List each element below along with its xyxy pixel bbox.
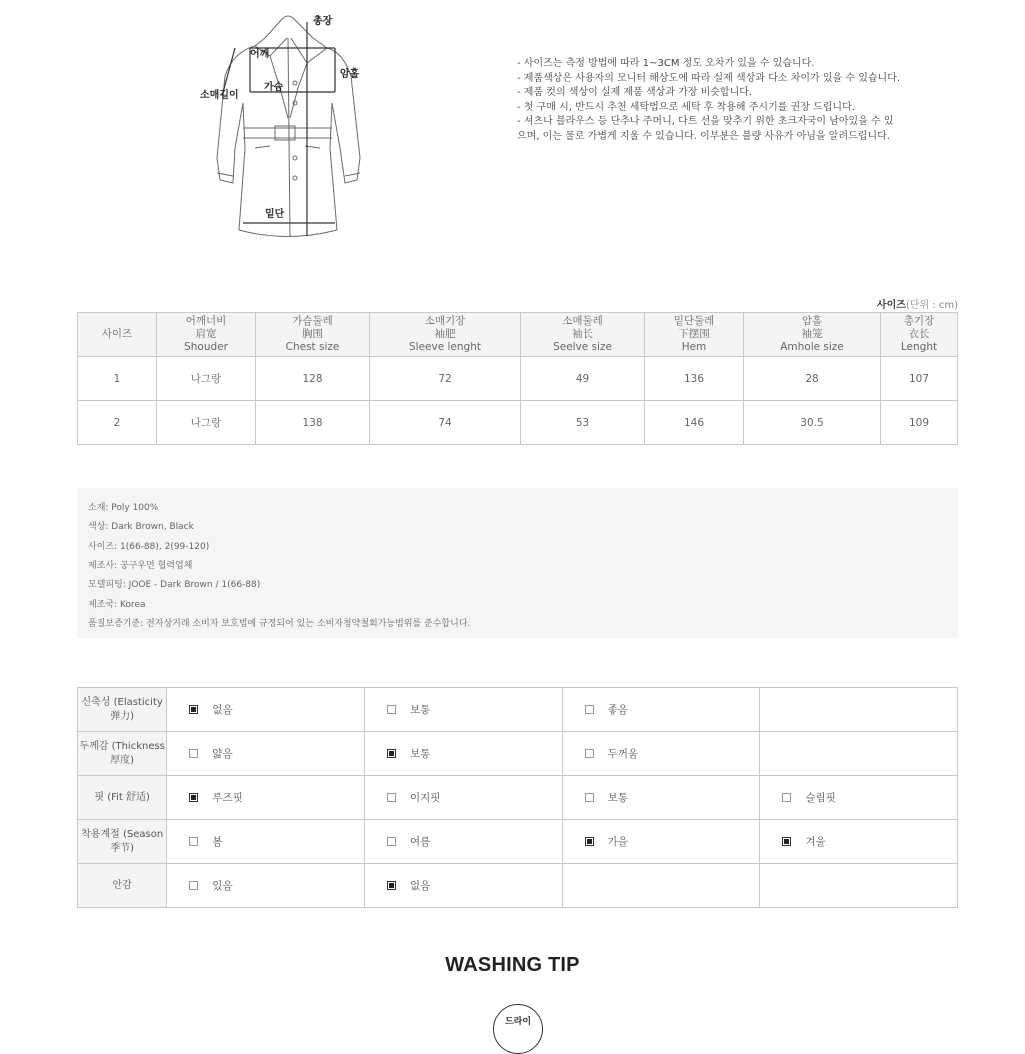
col-header-hem bbox=[645, 313, 744, 357]
size-unit-title: 사이즈 bbox=[876, 300, 906, 311]
option-label: 두꺼움 bbox=[607, 748, 639, 760]
table-cell: 136 bbox=[645, 357, 744, 401]
col-header-ko: 사이즈 bbox=[101, 328, 133, 340]
option-label: 좋음 bbox=[607, 704, 628, 716]
attr-head-line: 신축성 (Elasticity bbox=[81, 696, 163, 708]
attr-option[interactable] bbox=[562, 732, 760, 776]
washing-tip-title: WASHING TIP bbox=[445, 954, 580, 976]
col-header-sleeve-size bbox=[521, 313, 645, 357]
size-unit-label bbox=[877, 296, 958, 311]
dry-clean-label: 드라이 bbox=[504, 1017, 532, 1027]
table-cell: 72 bbox=[370, 357, 521, 401]
checkbox[interactable] bbox=[189, 881, 198, 890]
col-header-ko: 소매기장 bbox=[424, 315, 466, 327]
attr-option[interactable] bbox=[364, 688, 562, 732]
attr-head-line: 핏 (Fit 舒适) bbox=[94, 791, 150, 803]
col-header-en: Seelve size bbox=[553, 341, 612, 353]
table-cell: 나그랑 bbox=[157, 401, 256, 445]
attr-head-line: 착용계절 (Season bbox=[81, 828, 164, 840]
option-label: 루즈핏 bbox=[212, 792, 243, 804]
table-cell: 53 bbox=[521, 401, 645, 445]
checkbox[interactable] bbox=[189, 749, 198, 758]
table-cell: 138 bbox=[256, 401, 370, 445]
attr-head-line: 弹力) bbox=[110, 710, 135, 722]
option-label: 겨울 bbox=[805, 836, 826, 848]
col-header-chest bbox=[256, 313, 370, 357]
table-cell: 49 bbox=[521, 357, 645, 401]
checkbox-checked[interactable] bbox=[189, 705, 198, 714]
checkbox-checked[interactable] bbox=[387, 881, 396, 890]
col-header-en: Sleeve lenght bbox=[409, 341, 481, 353]
attr-option[interactable] bbox=[167, 688, 365, 732]
col-header-en: Hem bbox=[681, 341, 707, 353]
attr-head-line: 두께감 (Thickness bbox=[79, 740, 165, 752]
col-header-zh: 袖肥 bbox=[434, 328, 456, 340]
checkbox[interactable] bbox=[189, 837, 198, 846]
attr-option[interactable] bbox=[167, 732, 365, 776]
info-size: 사이즈: 1(66-88), 2(99-120) bbox=[88, 542, 210, 552]
size-table-header-row bbox=[78, 313, 958, 357]
note-line: - 사이즈는 측정 방법에 따라 1~3CM 정도 오차가 있을 수 있습니다. bbox=[517, 58, 815, 69]
sleeve-length-label: 소매길이 bbox=[200, 90, 239, 101]
col-header-ko: 총기장 bbox=[903, 315, 935, 327]
table-cell: 나그랑 bbox=[157, 357, 256, 401]
option-label: 보통 bbox=[607, 792, 628, 804]
table-cell: 128 bbox=[256, 357, 370, 401]
product-info-box bbox=[77, 488, 958, 638]
col-header-shoulder bbox=[157, 313, 256, 357]
col-header-ko: 소매둘레 bbox=[562, 315, 603, 327]
info-material: 소재: Poly 100% bbox=[88, 503, 159, 513]
col-header-zh: 下摆围 bbox=[678, 328, 710, 340]
option-label: 없음 bbox=[212, 704, 233, 716]
col-header-zh: 肩宽 bbox=[195, 328, 217, 340]
attr-head bbox=[78, 864, 167, 908]
attr-option[interactable] bbox=[562, 776, 760, 820]
option-label: 보통 bbox=[409, 748, 431, 760]
table-cell: 146 bbox=[645, 401, 744, 445]
size-table bbox=[77, 312, 958, 445]
attr-row-thickness bbox=[78, 732, 958, 776]
table-cell: 2 bbox=[78, 401, 157, 445]
col-header-ko: 어깨너비 bbox=[185, 315, 227, 327]
note-line: - 셔츠나 블라우스 등 단추나 주머니, 다트 선을 맞추기 위한 초크자국이 남아있을 수 있 bbox=[517, 116, 894, 127]
table-cell: 1 bbox=[78, 357, 157, 401]
attr-head-line: 厚度) bbox=[110, 754, 135, 766]
info-quality-standard: 품질보증기준: 전자상거래 소비자 보호법에 규정되어 있는 소비자청약철회가능범위를 준수합니다. bbox=[88, 619, 471, 629]
attr-option[interactable] bbox=[364, 732, 562, 776]
option-label: 가을 bbox=[607, 836, 628, 848]
attr-option[interactable] bbox=[760, 776, 958, 820]
attr-option[interactable] bbox=[167, 820, 365, 864]
col-header-zh: 胸围 bbox=[302, 328, 323, 340]
checkbox-checked[interactable] bbox=[387, 749, 396, 758]
note-line: - 제품 컷의 색상이 실제 제품 색상과 가장 비슷합니다. bbox=[517, 87, 753, 98]
col-header-zh: 袖笼 bbox=[801, 328, 823, 340]
attr-option[interactable] bbox=[364, 820, 562, 864]
chest-label: 가슴 bbox=[264, 82, 284, 93]
dry-clean-icon bbox=[493, 1004, 543, 1054]
checkbox[interactable] bbox=[585, 793, 594, 802]
col-header-zh: 袖长 bbox=[572, 328, 593, 340]
col-header-en: Amhole size bbox=[780, 341, 844, 353]
option-label: 얇음 bbox=[212, 748, 233, 760]
attr-option-empty bbox=[760, 688, 958, 732]
checkbox[interactable] bbox=[585, 705, 594, 714]
col-header-zh: 衣长 bbox=[908, 328, 930, 340]
col-header-size bbox=[78, 313, 157, 357]
attr-head-line: 季节) bbox=[110, 842, 135, 854]
note-line: - 제품색상은 사용자의 모니터 해상도에 따라 실제 색상과 다소 차이가 있을 수 있습니다. bbox=[517, 72, 901, 84]
coat-measurement-diagram bbox=[195, 8, 380, 243]
checkbox[interactable] bbox=[585, 749, 594, 758]
attr-row-elasticity bbox=[78, 688, 958, 732]
table-cell: 30.5 bbox=[744, 401, 881, 445]
attr-option-empty bbox=[760, 864, 958, 908]
checkbox-checked[interactable] bbox=[189, 793, 198, 802]
attr-row-season bbox=[78, 820, 958, 864]
table-cell: 107 bbox=[881, 357, 958, 401]
attr-option[interactable] bbox=[364, 776, 562, 820]
attr-option-empty bbox=[562, 864, 760, 908]
option-label: 여름 bbox=[409, 836, 431, 848]
table-row bbox=[78, 357, 958, 401]
note-line: - 첫 구매 시, 반드시 추천 세탁법으로 세탁 후 착용해 주시기를 권장 드립니다. bbox=[517, 101, 855, 113]
checkbox[interactable] bbox=[387, 793, 396, 802]
col-header-length bbox=[881, 313, 958, 357]
attr-head-line: 안감 bbox=[112, 879, 132, 891]
checkbox-checked[interactable] bbox=[782, 837, 791, 846]
attr-option[interactable] bbox=[760, 820, 958, 864]
note-line: 으며, 이는 물로 가볍게 지울 수 있습니다. 이부분은 불량 사유가 아님을 알려드립니다. bbox=[517, 130, 890, 142]
col-header-armhole bbox=[744, 313, 881, 357]
col-header-sleeve-length bbox=[370, 313, 521, 357]
attr-option[interactable] bbox=[167, 776, 365, 820]
table-cell: 109 bbox=[881, 401, 958, 445]
table-cell: 74 bbox=[370, 401, 521, 445]
attr-option[interactable] bbox=[364, 864, 562, 908]
col-header-en: Chest size bbox=[285, 341, 340, 353]
info-color: 색상: Dark Brown, Black bbox=[88, 522, 194, 532]
attr-head bbox=[78, 688, 167, 732]
attr-head bbox=[78, 732, 167, 776]
attr-option-empty bbox=[760, 732, 958, 776]
hem-label: 밑단 bbox=[265, 209, 285, 220]
attr-head bbox=[78, 776, 167, 820]
attribute-table bbox=[77, 687, 958, 908]
attr-row-fit bbox=[78, 776, 958, 820]
col-header-en: Shouder bbox=[184, 341, 228, 353]
checkbox[interactable] bbox=[387, 705, 396, 714]
col-header-ko: 밑단둘레 bbox=[673, 315, 715, 327]
size-notes bbox=[517, 57, 947, 144]
col-header-ko: 암홀 bbox=[801, 315, 823, 327]
armhole-label: 암홀 bbox=[340, 69, 360, 80]
option-label: 이지핏 bbox=[409, 792, 441, 804]
info-country: 제조국: Korea bbox=[88, 600, 146, 610]
attr-option[interactable] bbox=[562, 820, 760, 864]
checkbox-checked[interactable] bbox=[585, 837, 594, 846]
checkbox[interactable] bbox=[387, 837, 396, 846]
info-manufacturer: 제조사: 공구우먼 협력업체 bbox=[88, 561, 193, 571]
checkbox[interactable] bbox=[782, 793, 791, 802]
option-label: 봄 bbox=[212, 836, 223, 848]
col-header-ko: 가슴둘레 bbox=[292, 315, 333, 327]
option-label: 보통 bbox=[409, 704, 431, 716]
attr-option[interactable] bbox=[167, 864, 365, 908]
option-label: 슬림핏 bbox=[805, 792, 836, 804]
attr-option[interactable] bbox=[562, 688, 760, 732]
size-unit-note: (단위 : cm) bbox=[905, 300, 958, 311]
shoulder-label: 어깨 bbox=[250, 49, 270, 60]
attr-head bbox=[78, 820, 167, 864]
total-length-label: 총장 bbox=[313, 16, 333, 27]
table-row bbox=[78, 401, 958, 445]
option-label: 있음 bbox=[212, 880, 233, 892]
attr-row-lining bbox=[78, 864, 958, 908]
col-header-en: Lenght bbox=[900, 341, 938, 353]
info-model-fitting: 모델피팅: JOOE - Dark Brown / 1(66-88) bbox=[88, 580, 261, 590]
table-cell: 28 bbox=[744, 357, 881, 401]
option-label: 없음 bbox=[409, 880, 431, 892]
